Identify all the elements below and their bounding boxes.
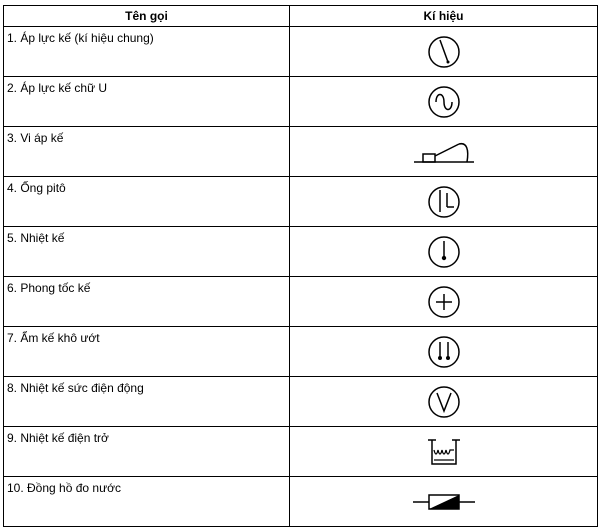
row-name: 6. Phong tốc kế <box>4 277 290 327</box>
psychrometer-icon <box>414 332 474 372</box>
u-tube-manometer-icon <box>414 82 474 122</box>
row-name: 9. Nhiệt kế điện trở <box>4 427 290 477</box>
table-row <box>4 27 598 77</box>
pitot-tube-icon <box>414 182 474 222</box>
header-symbol: Kí hiệu <box>290 6 598 27</box>
water-meter-icon <box>409 482 479 522</box>
row-name: 8. Nhiệt kế sức điện động <box>4 377 290 427</box>
table-row <box>4 177 598 227</box>
table-header-row <box>4 6 598 27</box>
needle-gauge-icon <box>414 32 474 72</box>
thermometer-icon <box>414 232 474 272</box>
thermocouple-icon <box>414 382 474 422</box>
row-name: 2. Áp lực kế chữ U <box>4 77 290 127</box>
micromanometer-icon <box>409 132 479 172</box>
row-name: 7. Ẩm kế khô ướt <box>4 327 290 377</box>
row-name: 4. Ống pitô <box>4 177 290 227</box>
table-row <box>4 427 598 477</box>
row-name: 3. Vi áp kế <box>4 127 290 177</box>
table-row <box>4 377 598 427</box>
row-name: 5. Nhiệt kế <box>4 227 290 277</box>
anemometer-icon <box>414 282 474 322</box>
header-name: Tên gọi <box>4 6 290 27</box>
table-row <box>4 227 598 277</box>
row-name: 1. Áp lực kế (kí hiệu chung) <box>4 27 290 77</box>
table-row <box>4 77 598 127</box>
table-row <box>4 477 598 527</box>
row-name: 10. Đồng hồ đo nước <box>4 477 290 527</box>
table-row <box>4 327 598 377</box>
table-row <box>4 277 598 327</box>
table-row <box>4 127 598 177</box>
resistance-thermometer-icon <box>414 432 474 472</box>
symbol-table <box>3 5 598 527</box>
